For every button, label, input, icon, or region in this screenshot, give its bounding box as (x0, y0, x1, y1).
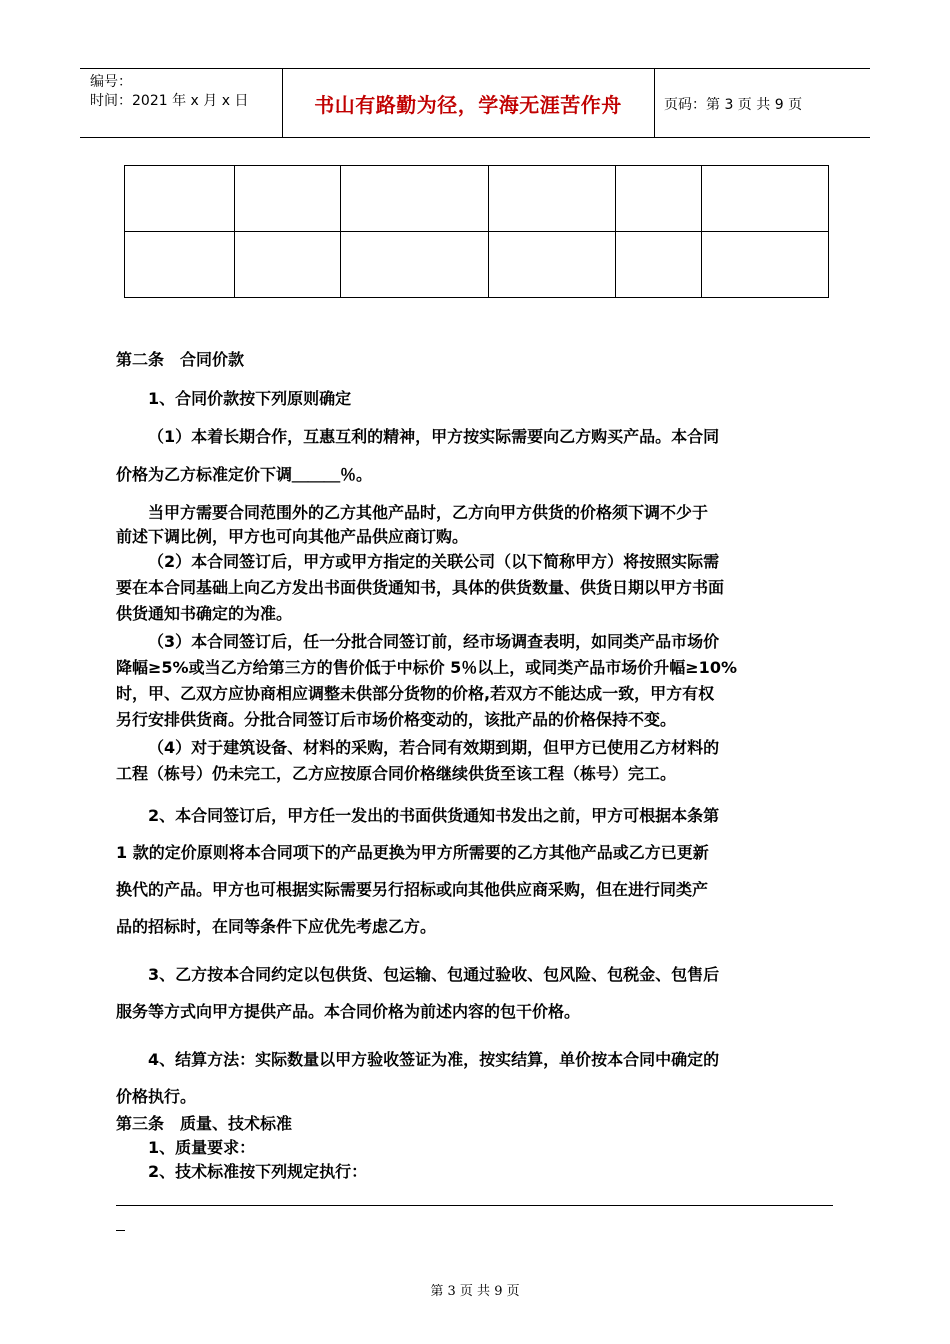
paragraph: 前述下调比例，甲方也可向其他产品供应商订购。 (116, 527, 469, 546)
paragraph: 时，甲、乙双方应协商相应调整未供部分货物的价格,若双方不能达成一致，甲方有权 (116, 684, 715, 703)
table-line (234, 165, 235, 298)
paragraph: 4、结算方法：实际数量以甲方验收签证为准，按实结算，单价按本合同中确定的 (148, 1050, 720, 1069)
paragraph: 要在本合同基础上向乙方发出书面供货通知书，具体的供货数量、供货日期以甲方书面 (116, 578, 725, 597)
paragraph: （4）对于建筑设备、材料的采购，若合同有效期到期，但甲方已使用乙方材料的 (148, 738, 720, 757)
header-meta (90, 73, 248, 111)
paragraph: 另行安排供货商。分批合同签订后市场价格变动的，该批产品的价格保持不变。 (116, 710, 677, 729)
paragraph: 价格执行。 (116, 1087, 197, 1106)
table-line (124, 297, 234, 298)
footer-dash (116, 1230, 125, 1231)
time-label: 时间：2021 年 x 月 x 日 (90, 93, 249, 109)
header-motto: 书山有路勤为径，学海无涯苦作舟 (314, 93, 622, 117)
table-line (340, 165, 341, 298)
paragraph: 换代的产品。甲方也可根据实际需要另行招标或向其他供应商采购，但在进行同类产 (116, 880, 709, 899)
paragraph: 1、合同价款按下列原则确定 (148, 389, 352, 408)
article-3 (116, 1112, 836, 1184)
table-line (488, 165, 489, 298)
paragraph: 工程（栋号）仍未完工，乙方应按原合同价格继续供货至该工程（栋号）完工。 (116, 764, 677, 783)
paragraph: 服务等方式向甲方提供产品。本合同价格为前述内容的包干价格。 (116, 1002, 581, 1021)
paragraph: 2、本合同签订后，甲方任一发出的书面供货通知书发出之前，甲方可根据本条第 (148, 806, 720, 825)
article-3-title: 第三条 质量、技术标准 (116, 1114, 293, 1133)
table-line (828, 165, 829, 298)
table-line (124, 165, 829, 166)
table-line (234, 297, 829, 298)
article-2-title: 第二条 合同价款 (116, 350, 245, 369)
footer-rule (116, 1205, 833, 1206)
paragraph: （3）本合同签订后，任一分批合同签订前，经市场调查表明，如同类产品市场价 (148, 632, 720, 651)
table-line (124, 231, 829, 232)
paragraph: 当甲方需要合同范围外的乙方其他产品时，乙方向甲方供货的价格须下调不少于 (148, 503, 709, 522)
paragraph: 2、技术标准按下列规定执行： (148, 1162, 368, 1181)
header-divider (654, 69, 655, 137)
paragraph: 1 款的定价原则将本合同项下的产品更换为甲方所需要的乙方其他产品或乙方已更新 (116, 843, 709, 862)
paragraph: （2）本合同签订后，甲方或甲方指定的关联公司（以下简称甲方）将按照实际需 (148, 552, 720, 571)
paragraph: 品的招标时，在同等条件下应优先考虑乙方。 (116, 917, 437, 936)
paragraph: 3、乙方按本合同约定以包供货、包运输、包通过验收、包风险、包税金、包售后 (148, 965, 720, 984)
paragraph: 1、质量要求： (148, 1138, 256, 1157)
empty-table (124, 165, 829, 298)
article-2 (116, 350, 836, 1115)
table-line (124, 165, 125, 298)
table-line (701, 165, 702, 298)
paragraph: 降幅≥5%或当乙方给第三方的售价低于中标价 5％以上，或同类产品市场价升幅≥10% (116, 658, 737, 677)
table-line (615, 165, 616, 298)
page-header (80, 68, 870, 138)
paragraph: （1）本着长期合作，互惠互利的精神，甲方按实际需要向乙方购买产品。本合同 (148, 427, 720, 446)
number-label: 编号： (90, 74, 132, 90)
header-page-number: 页码：第 3 页 共 9 页 (664, 97, 803, 113)
paragraph: 价格为乙方标准定价下调＿＿＿％。 (116, 465, 373, 484)
paragraph: 供货通知书确定的为准。 (116, 604, 293, 623)
page-footer: 第 3 页 共 9 页 (430, 1284, 520, 1299)
